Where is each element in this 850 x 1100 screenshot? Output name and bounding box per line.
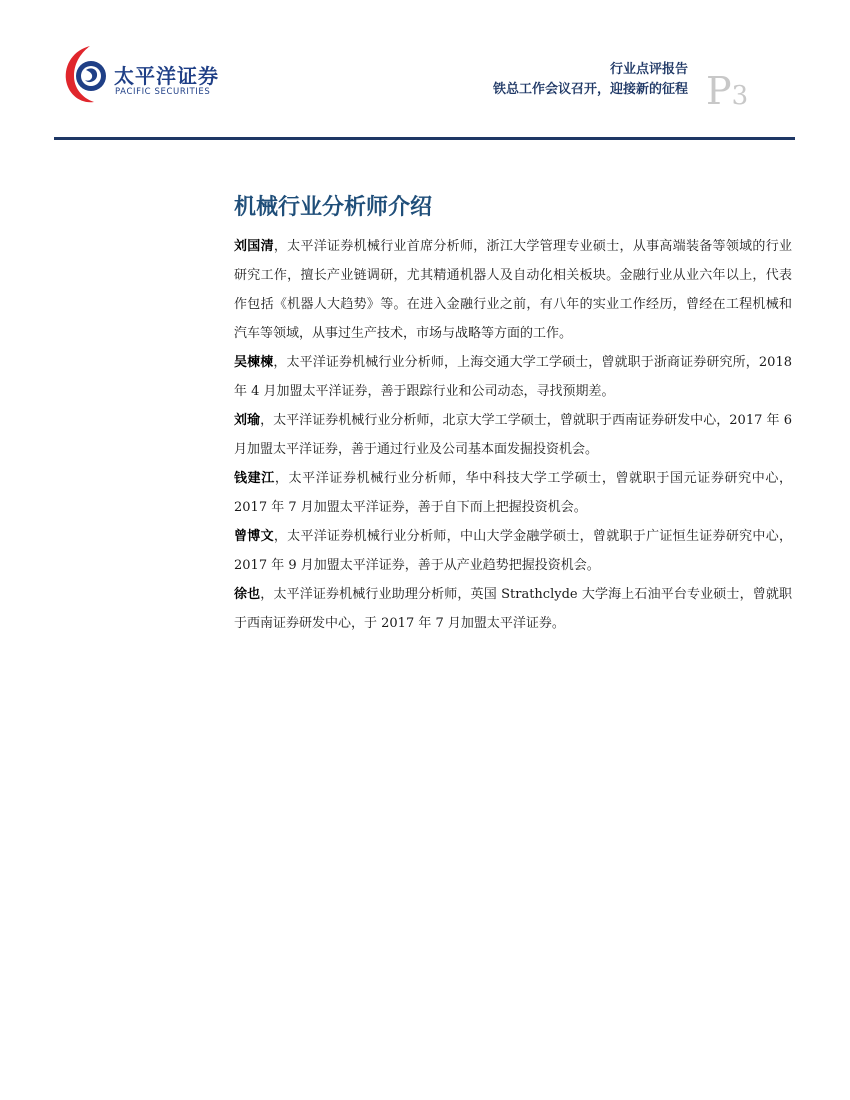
analyst-name: 曾博文 bbox=[234, 529, 274, 544]
analyst-name: 吴楝楝 bbox=[234, 355, 274, 370]
analyst-bio-text: ，太平洋证券机械行业分析师，华中科技大学工学硕士，曾就职于国元证券研究中心，2017 年 7 月加盟太平洋证券，善于自下而上把握投资机会。 bbox=[234, 471, 792, 515]
analyst-bio bbox=[234, 522, 792, 580]
header-divider bbox=[54, 137, 795, 140]
report-subtitle: 铁总工作会议召开，迎接新的征程 bbox=[492, 82, 688, 97]
analyst-bio bbox=[234, 580, 792, 638]
page-number bbox=[706, 69, 749, 113]
report-type: 行业点评报告 bbox=[609, 62, 688, 77]
analyst-bio-text: ，太平洋证券机械行业分析师，上海交通大学工学硕士，曾就职于浙商证券研究所，2018 年 4 月加盟太平洋证券，善于跟踪行业和公司动态，寻找预期差。 bbox=[234, 355, 792, 399]
analyst-bio-text: ，太平洋证券机械行业助理分析师，英国 Strathclyde 大学海上石油平台专业硕士，曾就职于西南证券研发中心，于 2017 年 7 月加盟太平洋证券。 bbox=[234, 587, 792, 631]
analyst-bio bbox=[234, 406, 792, 464]
pacific-securities-logo-icon bbox=[60, 42, 116, 106]
analyst-bio-list bbox=[234, 232, 792, 638]
company-logo bbox=[60, 42, 260, 112]
analyst-name: 钱建江 bbox=[234, 471, 275, 486]
logo-chinese-name: 太平洋证券 bbox=[114, 64, 219, 88]
analyst-bio-text: ，太平洋证券机械行业首席分析师，浙江大学管理专业硕士，从事高端装备等领域的行业研究工作，擅长产业链调研，尤其精通机器人及自动化相关板块。金融行业从业六年以上，代表作包括《机器人大趋势》等。在进入金融行业之前，有八年的实业工作经历，曾经在工程机械和汽车等领域，从事过生产技术，市场与战略等方面的工作。 bbox=[234, 239, 792, 341]
analyst-name: 刘瑜 bbox=[234, 413, 261, 428]
logo-english-name: PACIFIC SECURITIES bbox=[115, 87, 211, 97]
analyst-bio bbox=[234, 348, 792, 406]
page-number-prefix: P bbox=[706, 69, 732, 113]
section-title: 机械行业分析师介绍 bbox=[234, 194, 433, 220]
page-number-value: 3 bbox=[731, 81, 749, 111]
analyst-bio bbox=[234, 464, 792, 522]
analyst-name: 徐也 bbox=[234, 587, 261, 602]
analyst-bio bbox=[234, 232, 792, 348]
analyst-name: 刘国清 bbox=[234, 239, 274, 254]
analyst-bio-text: ，太平洋证券机械行业分析师，中山大学金融学硕士，曾就职于广证恒生证券研究中心，2017 年 9 月加盟太平洋证券，善于从产业趋势把握投资机会。 bbox=[234, 529, 792, 573]
analyst-bio-text: ，太平洋证券机械行业分析师，北京大学工学硕士，曾就职于西南证券研发中心，2017 年 6 月加盟太平洋证券，善于通过行业及公司基本面发掘投资机会。 bbox=[234, 413, 792, 457]
